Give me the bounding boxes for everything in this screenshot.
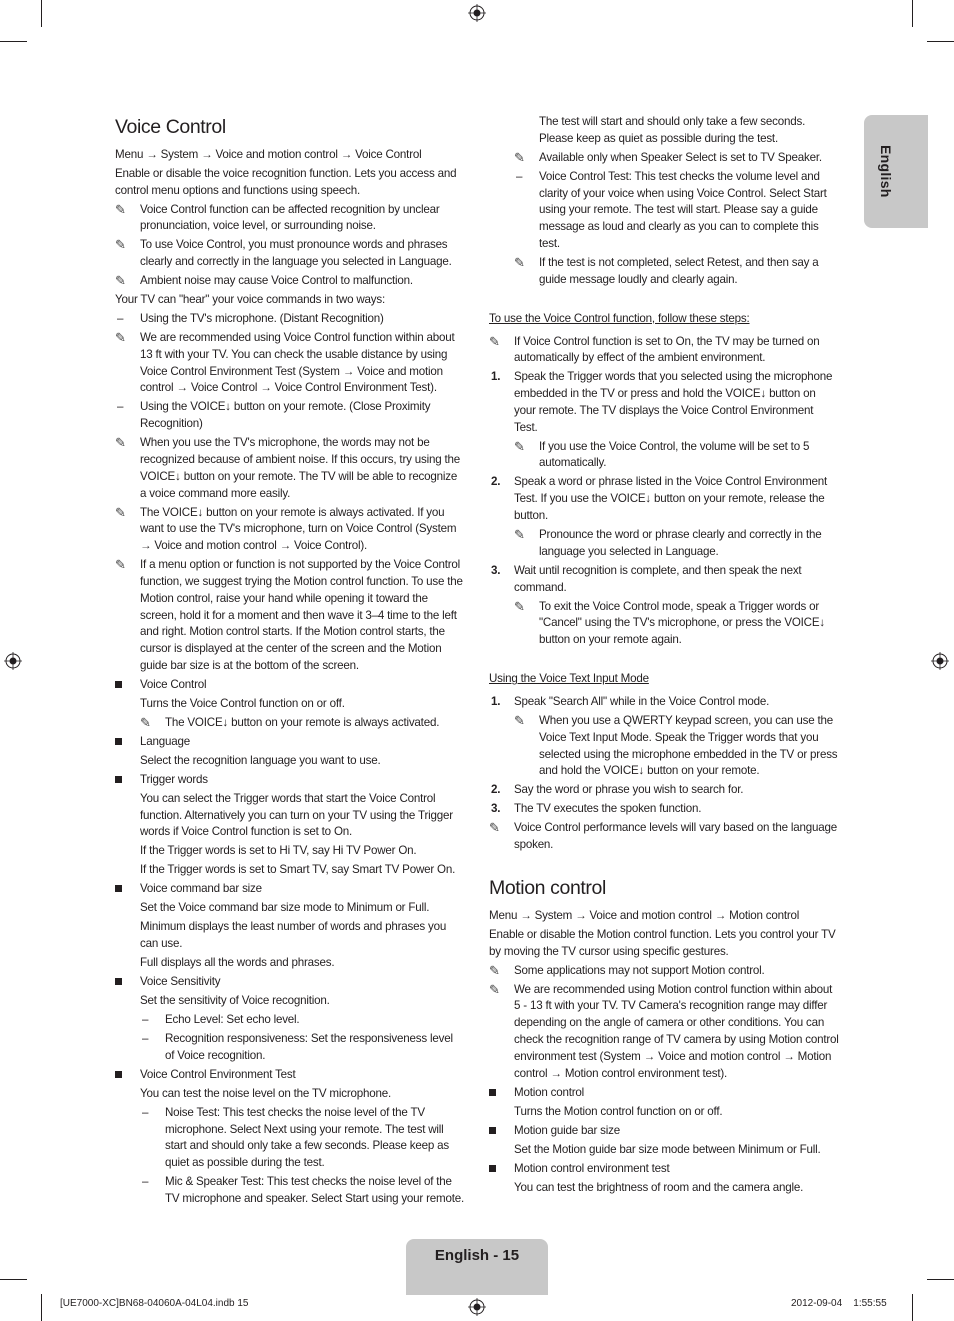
crop-mark (0, 1279, 27, 1280)
text-input-heading: Using the Voice Text Input Mode (489, 672, 649, 686)
step-item: 1. Speak the Trigger words that you selected using the microphone embedded in the TV or press and hold the VOICE↓ button on your remote. The TV displays the Voice Control Environment Test. (491, 370, 833, 434)
note-pencil-icon: ✎ (489, 820, 500, 836)
note: ✎ If a menu option or function is not supported by the Voice Control function, we suggest trying the Motion control function. To use the Motion control, raise your hand while opening it toward the screen, hold it for a moment and then wave it 3–4 time to the left and right. Motion control starts. If the Motion control starts, the cursor is displayed at the center of the screen and the Motion guide bar size is at the bottom of the screen. (115, 557, 463, 672)
list-item: – Recognition responsiveness: Set the responsiveness level of Voice recognition. (142, 1032, 453, 1062)
bullet-square-icon (489, 1165, 496, 1172)
motion-menu-path: Menu → System → Voice and motion control → Motion control (489, 909, 800, 923)
note-pencil-icon: ✎ (489, 981, 500, 997)
item-desc: Set the Voice command bar size mode to Minimum or Full. (140, 901, 430, 915)
note: ✎ When you use a QWERTY keypad screen, you can use the Voice Text Input Mode. Speak the Trigger words that you selected using the microphone embedded in the TV or press and hold the VOICE↓ button on your remote. (514, 712, 838, 778)
crop-mark (41, 0, 42, 27)
menu-item-voice-sensitivity: Voice Sensitivity (115, 974, 465, 991)
list-item: – Noise Test: This test checks the noise level of the TV microphone. Select Next using your remote. The test will start and should only take a few seconds. Please keep as quiet as possible during the test. (142, 1105, 449, 1170)
registration-mark-icon (4, 652, 22, 670)
language-tab (864, 115, 928, 228)
crop-mark (927, 41, 954, 42)
item-desc: Set the sensitivity of Voice recognition. (140, 994, 330, 1008)
item-desc: You can select the Trigger words that start the Voice Control function. Alternatively you can turn on your TV using the Trigger words if Voice Control function is set to On. (140, 791, 453, 839)
step-item: 3. The TV executes the spoken function. (491, 802, 702, 816)
note-pencil-icon: ✎ (115, 557, 126, 573)
voice-control-title: Voice Control (115, 116, 226, 138)
item-desc: You can test the brightness of room and the camera angle. (514, 1180, 804, 1194)
menu-item-trigger-words: Trigger words (115, 772, 465, 789)
list-item: – Voice Control Test: This test checks the volume level and clarity of your voice when using Voice Control. Select Start using your remote. The test will start. Please say a guide message as loud and clearly as you can to complete this test. (516, 169, 827, 250)
note-pencil-icon: ✎ (115, 504, 126, 520)
note-pencil-icon: ✎ (115, 435, 126, 451)
note: ✎ If you use the Voice Control, the volume will be set to 5 automatically. (514, 438, 810, 470)
note-pencil-icon: ✎ (514, 149, 525, 165)
left-column (115, 115, 465, 1210)
steps-heading: To use the Voice Control function, follow these steps: (489, 311, 750, 325)
page-number-box (406, 1239, 548, 1295)
note-pencil-icon: ✎ (489, 333, 500, 349)
note: ✎ Voice Control performance levels will vary based on the language spoken. (489, 820, 837, 852)
note: ✎ Available only when Speaker Select is set to TV Speaker. (514, 149, 822, 165)
bullet-square-icon (115, 885, 122, 892)
note-pencil-icon: ✎ (115, 237, 126, 253)
note: ✎ We are recommended using Motion control function within about 5 - 13 ft with your TV. TV Camera's recognition range may differ depending on the angle of camera or other conditions. You can check the recognition range of TV camera by using Motion control environment test (System → Voice and motion control → Motion control → Motion control environment test). (489, 981, 839, 1080)
note: ✎ To use Voice Control, you must pronounce words and phrases clearly and correctly in the language you selected in Language. (115, 237, 452, 269)
list-item: – Using the VOICE↓ button on your remote. (Close Proximity Recognition) (117, 400, 431, 431)
language-tab-label: English (878, 145, 894, 198)
menu-item-voice-command-bar-size: Voice command bar size (115, 881, 465, 898)
crop-mark (0, 41, 27, 42)
step-item: 1. Speak "Search All" while in the Voice Control mode. (491, 694, 770, 708)
item-desc: Select the recognition language you want to use. (140, 753, 381, 767)
crop-mark (912, 1294, 913, 1321)
note-pencil-icon: ✎ (489, 962, 500, 978)
note: ✎ Pronounce the word or phrase clearly and correctly in the language you selected in Language. (514, 527, 822, 558)
voice-menu-path: Menu → System → Voice and motion control → Voice Control (115, 148, 422, 161)
page-number: English - 15 (434, 1247, 520, 1264)
note-pencil-icon: ✎ (514, 438, 525, 454)
crop-mark (41, 1294, 42, 1321)
note-pencil-icon: ✎ (140, 714, 151, 730)
footer-filename: [UE7000-XC]BN68-04060A-04L04.indb 15 (60, 1298, 249, 1309)
bullet-square-icon (489, 1089, 496, 1096)
item-desc: Set the Motion guide bar size mode between Minimum or Full. (514, 1142, 821, 1156)
menu-item-motion-guide-bar-size: Motion guide bar size (489, 1123, 839, 1140)
note-pencil-icon: ✎ (115, 201, 126, 217)
bullet-square-icon (489, 1127, 496, 1134)
item-desc: Turns the Voice Control function on or off. (140, 696, 345, 710)
voice-intro: Enable or disable the voice recognition function. Lets you access and control menu options and functions using speech. (115, 166, 457, 197)
note-pencil-icon: ✎ (514, 254, 525, 270)
registration-mark-icon (931, 652, 949, 670)
note: ✎ If Voice Control function is set to On, the TV may be turned on automatically by effect of the ambient environment. (489, 333, 820, 365)
menu-item-language: Language (115, 734, 465, 751)
continued-text: The test will start and should only take a few seconds. Please keep as quiet as possible during the test. (539, 115, 806, 145)
item-desc: If the Trigger words is set to Smart TV, say Smart TV Power On. (140, 863, 456, 877)
menu-item-motion-control: Motion control (489, 1085, 839, 1102)
note: ✎ If the test is not completed, select Retest, and then say a guide message loudly and clearly again. (514, 254, 819, 286)
registration-mark-icon (468, 1298, 486, 1316)
list-item: – Using the TV's microphone. (Distant Recognition) (117, 312, 384, 326)
step-item: 3. Wait until recognition is complete, and then speak the next command. (491, 563, 802, 594)
bullet-square-icon (115, 1071, 122, 1078)
hear-text: Your TV can "hear" your voice commands in two ways: (115, 293, 385, 307)
note: ✎ We are recommended using Voice Control function within about 13 ft with your TV. You can check the usable distance by using Voice Control Environment Test (System → Voice and motion control → Voice Control → Voice Control Environment Test). (115, 330, 455, 395)
note: ✎ Some applications may not support Motion control. (489, 962, 765, 978)
step-item: 2. Say the word or phrase you wish to search for. (491, 783, 744, 797)
menu-item-motion-environment-test: Motion control environment test (489, 1161, 839, 1178)
item-desc: Minimum displays the least number of words and phrases you can use. (140, 920, 447, 951)
note-pencil-icon: ✎ (514, 598, 525, 614)
bullet-square-icon (115, 738, 122, 745)
right-column (489, 114, 839, 1199)
list-item: – Mic & Speaker Test: This test checks the noise level of the TV microphone and speaker. Select Start using your remote. (142, 1175, 465, 1206)
motion-control-title: Motion control (489, 877, 606, 900)
note-pencil-icon: ✎ (514, 712, 525, 728)
menu-item-environment-test: Voice Control Environment Test (115, 1067, 465, 1084)
item-desc: Full displays all the words and phrases. (140, 956, 335, 970)
note: ✎ The VOICE↓ button on your remote is always activated. If you want to use the TV's microphone, turn on Voice Control (System → Voice and motion control → Voice Control). (115, 504, 457, 553)
bullet-square-icon (115, 978, 122, 985)
note: ✎ Voice Control function can be affected recognition by unclear pronunciation, voice level, or surrounding noise. (115, 201, 440, 233)
note-pencil-icon: ✎ (514, 527, 525, 543)
item-desc: Turns the Motion control function on or off. (514, 1104, 723, 1118)
registration-mark-icon (468, 4, 486, 22)
motion-intro: Enable or disable the Motion control function. Lets you control your TV by moving the TV cursor using specific gestures. (489, 927, 836, 958)
item-desc: You can test the noise level on the TV microphone. (140, 1086, 392, 1100)
crop-mark (927, 1279, 954, 1280)
menu-item-voice-control: Voice Control (115, 677, 465, 694)
crop-mark (912, 0, 913, 27)
note: ✎ To exit the Voice Control mode, speak a Trigger words or "Cancel" using the TV's microphone, or press the VOICE↓ button on your remote again. (514, 598, 825, 647)
list-item: – Echo Level: Set echo level. (142, 1013, 300, 1027)
note-pencil-icon: ✎ (115, 273, 126, 289)
footer-timestamp: 2012-09-04 1:55:55 (791, 1298, 887, 1309)
note: ✎ Ambient noise may cause Voice Control to malfunction. (115, 273, 413, 289)
note-pencil-icon: ✎ (115, 330, 126, 346)
bullet-square-icon (115, 776, 122, 783)
item-desc: If the Trigger words is set to Hi TV, say Hi TV Power On. (140, 844, 417, 858)
bullet-square-icon (115, 681, 122, 688)
note: ✎ When you use the TV's microphone, the words may not be recognized because of ambient noise. If this occurs, try using the VOICE↓ button on your remote. The TV will be able to recognize a voice command more easily. (115, 435, 460, 500)
note: ✎ The VOICE↓ button on your remote is always activated. (140, 714, 440, 730)
step-item: 2. Speak a word or phrase listed in the Voice Control Environment Test. If you use the VOICE↓ button on your remote, release the button. (491, 475, 828, 523)
